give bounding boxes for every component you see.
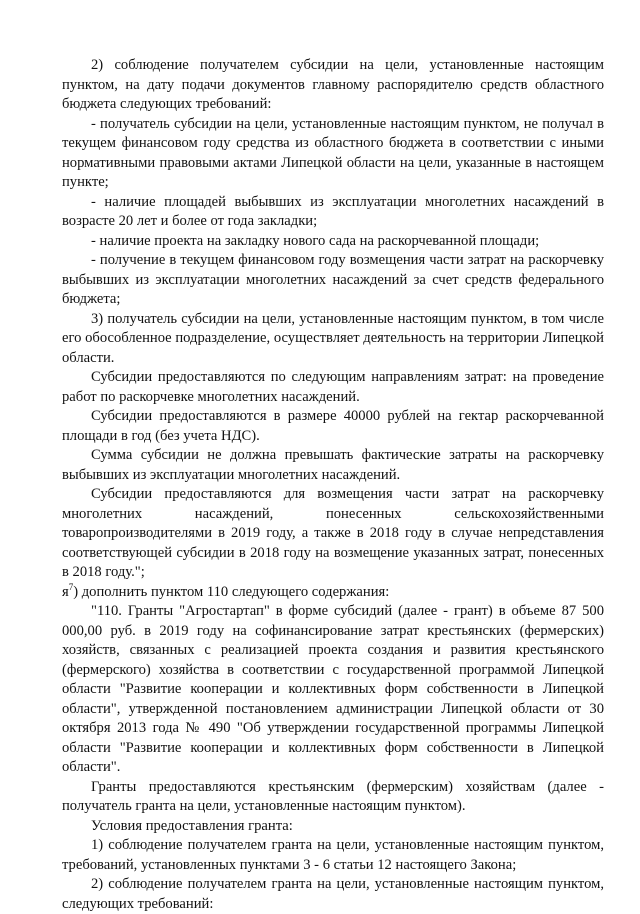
item-text: ) дополнить пунктом 110 следующего содержания: [73,583,390,600]
amendment-item-paragraph [62,583,604,603]
paragraph: Субсидии предоставляются по следующим направлениям затрат: на проведение работ по раскорчевке многолетних насаждений. [62,369,604,405]
paragraph: 1) соблюдение получателем гранта на цели, установленные настоящим пунктом, требований, установленных пунктами 3 - 6 статьи 12 настоящего Закона; [62,837,604,873]
paragraph: Субсидии предоставляются для возмещения части затрат на раскорчевку многолетних насаждений, понесенных сельскохозяйственными товаропроизводителями в 2019 году, а также в 2018 году в случае непредставления соответствующей субсидии в 2018 году на возмещение указанных затрат, понесенных в 2018 году."; [62,486,604,580]
paragraph: - наличие проекта на закладку нового сада на раскорчеванной площади; [91,232,540,249]
paragraph: 2) соблюдение получателем субсидии на цели, установленные настоящим пунктом, на дату подачи документов главному распорядителю средств областного бюджета следующих требований: [62,57,604,112]
paragraph: Условия предоставления гранта: [91,817,293,834]
item-letter: я [62,583,69,600]
paragraph: - получение в текущем финансовом году возмещения части затрат на раскорчевку выбывших из эксплуатации многолетних насаждений за счет средств федерального бюджета; [62,252,604,307]
paragraph: "110. Гранты "Агростартап" в форме субсидий (далее - грант) в объеме 87 500 000,00 руб. в 2019 году на софинансирование затрат крестьянских (фермерских) хозяйств, связанных с реализацией проекта создания и развития крестьянского (фермерского) хозяйства в соответствии с государственной программой Липецкой области "Развитие кооперации и коллективных форм собственности в Липецкой области", утвержденной постановлением администрации Липецкой области от 30 октября 2013 года № 490 "Об утверждении государственной программы Липецкой области "Развитие кооперации и коллективных форм собственности в Липецкой области". [62,603,604,775]
paragraph: Сумма субсидии не должна превышать фактические затраты на раскорчевку выбывших из эксплуатации многолетних насаждений. [62,447,604,483]
paragraph: 3) получатель субсидии на цели, установленные настоящим пунктом, в том числе его обособленное подразделение, осуществляет деятельность на территории Липецкой области. [62,310,604,366]
paragraph: - получатель субсидии на цели, установленные настоящим пунктом, не получал в текущем финансовом году средства из областного бюджета в соответствии с иными нормативными правовыми актами Липецкой области на цели, указанные в настоящем пункте; [62,115,604,190]
paragraph: 2) соблюдение получателем гранта на цели, установленные настоящим пунктом, следующих требований: [62,876,604,912]
paragraph: Субсидии предоставляются в размере 40000 рублей на гектар раскорчеванной площади в год (без учета НДС). [62,408,604,444]
paragraph: Гранты предоставляются крестьянским (фермерским) хозяйствам (далее - получатель гранта на цели, установленные настоящим пунктом). [62,778,604,814]
item-superscript: 7 [68,581,74,592]
paragraph: - наличие площадей выбывших из эксплуатации многолетних насаждений в возрасте 20 лет и более от года закладки; [62,193,604,229]
